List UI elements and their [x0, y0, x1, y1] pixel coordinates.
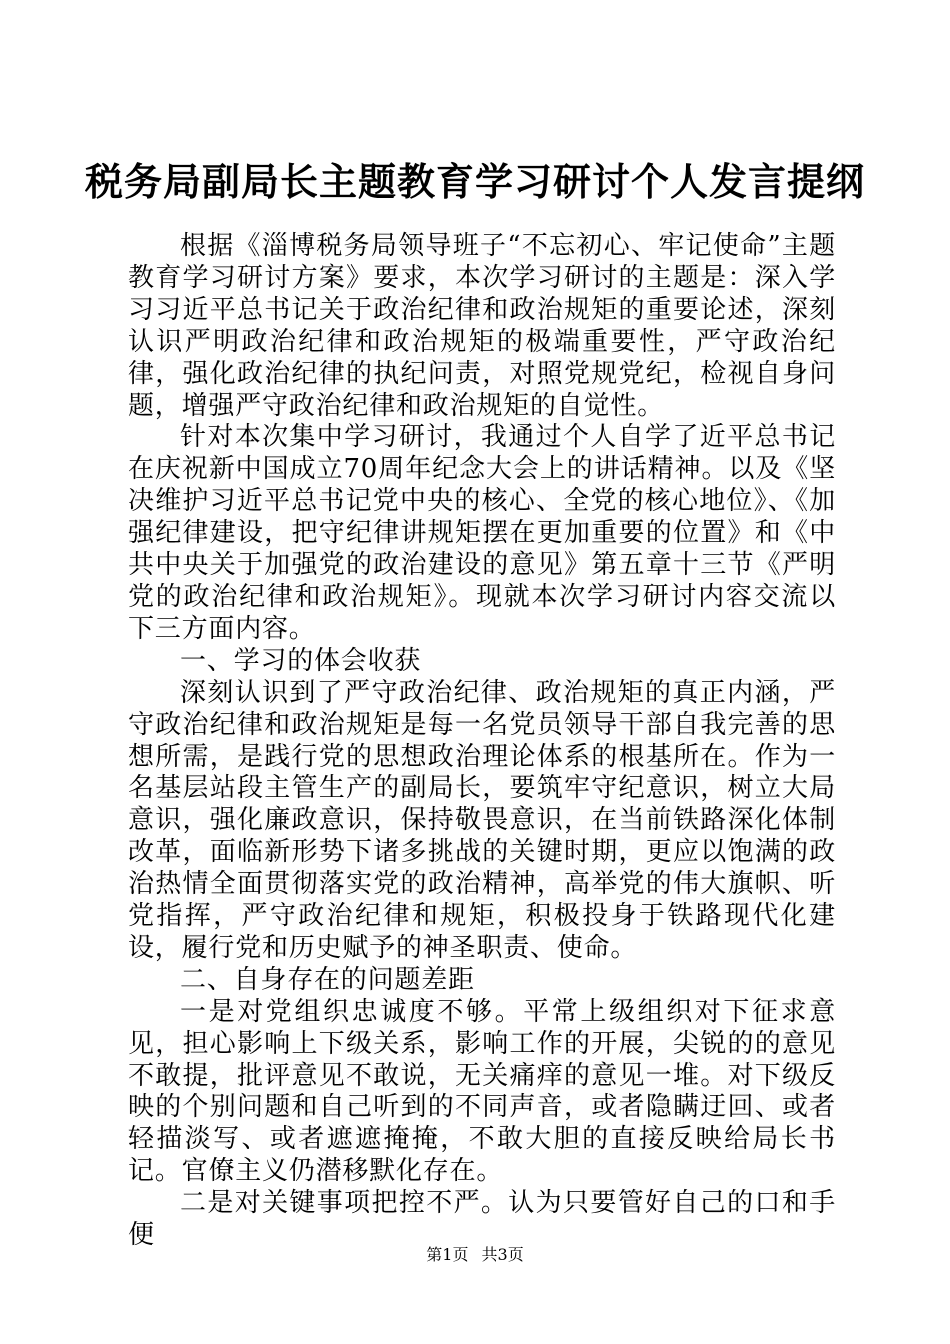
paragraph-study-content: 针对本次集中学习研讨，我通过个人自学了近平总书记在庆祝新中国成立70周年纪念大会上的讲话精神。以及《坚决维护习近平总书记党中央的核心、全党的核心地位》、《加强纪律建设，把守纪律讲规矩摆在更加重要的位置》和《中共中央关于加强党的政治建设的意见》第五章十三节《严明党的政治纪律和政治规矩》。现就本次学习研讨内容交流以下三方面内容。: [128, 422, 836, 644]
paragraph-intro: 根据《淄博税务局领导班子“不忘初心、牢记使命”主题教育学习研讨方案》要求，本次学习研讨的主题是：深入学习习近平总书记关于政治纪律和政治规矩的重要论述，深刻认识严明政治纪律和政治规矩的极端重要性，严守政治纪律，强化政治纪律的执纪问责，对照党规党纪，检视自身问题，增强严守政治纪律和政治规矩的自觉性。: [128, 231, 836, 421]
paragraph-gains: 深刻认识到了严守政治纪律、政治规矩的真正内涵，严守政治纪律和政治规矩是每一名党员领导干部自我完善的思想所需，是践行党的思想政治理论体系的根基所在。作为一名基层站段主管生产的副局长，要筑牢守纪意识，树立大局意识，强化廉政意识，保持敬畏意识，在当前铁路深化体制改革，面临新形势下诸多挑战的关键时期，更应以饱满的政治热情全面贯彻落实党的政治精神，高举党的伟大旗帜、听党指挥，严守政治纪律和规矩，积极投身于铁路现代化建设，履行党和历史赋予的神圣职责、使命。: [128, 677, 836, 963]
section-heading-2: 二、自身存在的问题差距: [180, 964, 475, 995]
document-body: [128, 231, 836, 1252]
page-footer: [0, 1245, 950, 1265]
paragraph-problem-1: 一是对党组织忠诚度不够。平常上级组织对下征求意见，担心影响上下级关系，影响工作的开展，尖锐的的意见不敢提，批评意见不敢说，无关痛痒的意见一堆。对下级反映的个别问题和自己听到的不同声音，或者隐瞒迂回、或者轻描淡写、或者遮遮掩掩，不敢大胆的直接反映给局长书记。官僚主义仍潜移默化存在。: [128, 996, 836, 1187]
paragraph-problem-2: 二是对关键事项把控不严。认为只要管好自己的口和手便: [128, 1188, 836, 1251]
page-total: 共3页: [481, 1245, 524, 1264]
page-number: 第1页: [426, 1245, 469, 1264]
document-title: 税务局副局长主题教育学习研讨个人发言提纲: [84, 160, 865, 204]
section-heading-1: 一、学习的体会收获: [180, 645, 422, 676]
